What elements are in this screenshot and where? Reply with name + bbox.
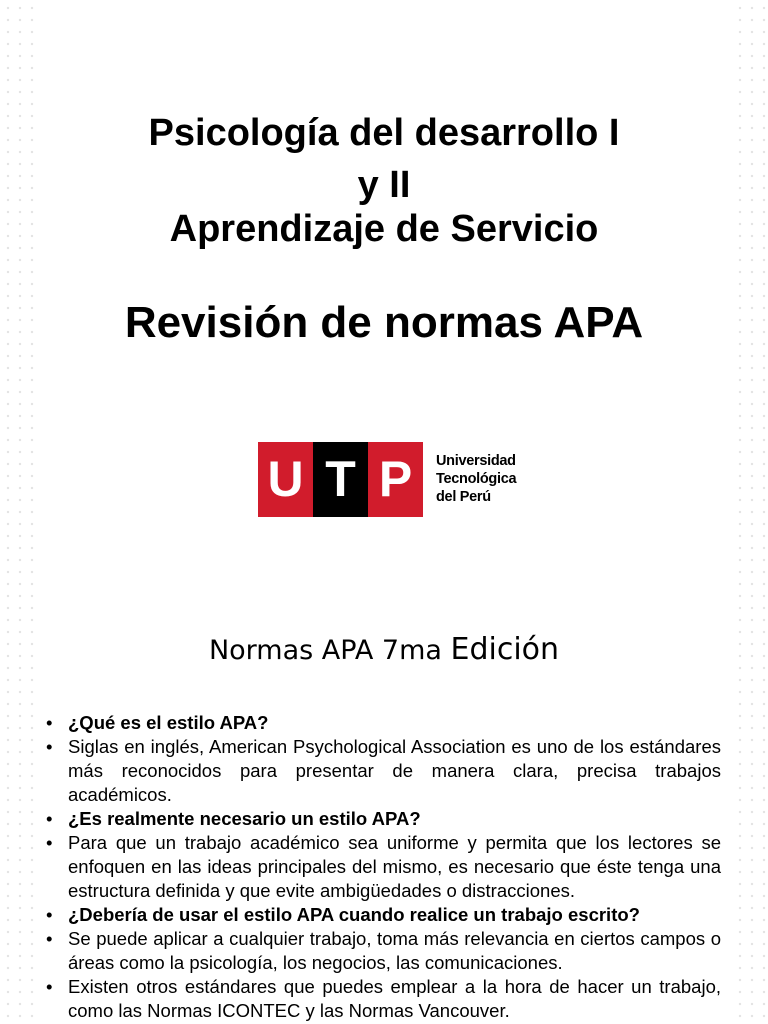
- subtitle-part2: Edición: [450, 632, 560, 667]
- list-item: [46, 831, 721, 903]
- bullet-list: [46, 711, 721, 1023]
- list-item: [46, 975, 721, 1023]
- list-item: [46, 735, 721, 807]
- bullet-text: Existen otros estándares que puedes emplear a la hora de hacer un trabajo, como las Normas ICONTEC y las Normas Vancouver.: [68, 976, 721, 1021]
- bullet-text: Siglas en inglés, American Psychological Association es uno de los estándares más reconocidos para presentar de manera clara, precisa trabajos académicos.: [68, 736, 721, 805]
- subtitle-part1: Normas APA 7ma: [208, 635, 451, 666]
- bullet-icon: •: [46, 832, 53, 853]
- logo-university-name: [436, 452, 516, 506]
- list-item: [46, 807, 721, 831]
- logo-name-line2: Tecnológica: [436, 471, 517, 487]
- bullet-text: Se puede aplicar a cualquier trabajo, toma más relevancia en ciertos campos o áreas como la psicología, los negocios, las comunicaciones.: [68, 928, 721, 973]
- logo-name-line3: del Perú: [436, 489, 491, 505]
- course-title-line1: Psicología del desarrollo I: [148, 112, 620, 154]
- utp-logo: [258, 442, 520, 517]
- bullet-text: ¿Debería de usar el estilo APA cuando realice un trabajo escrito?: [68, 904, 640, 925]
- bullet-icon: •: [46, 712, 53, 733]
- bullet-icon: •: [46, 808, 53, 829]
- logo-letter-u: U: [258, 442, 313, 517]
- logo-letter-t: T: [313, 442, 368, 517]
- logo-letter-p: P: [368, 442, 423, 517]
- course-title-line3: Aprendizaje de Servicio: [169, 208, 599, 250]
- main-title: Revisión de normas APA: [124, 298, 644, 347]
- course-title-line2: y II: [357, 164, 411, 206]
- logo-divider: [423, 442, 428, 517]
- list-item: [46, 927, 721, 975]
- list-item: [46, 903, 721, 927]
- bullet-text: ¿Es realmente necesario un estilo APA?: [68, 808, 421, 829]
- bullet-icon: •: [46, 976, 53, 997]
- bullet-icon: •: [46, 736, 53, 757]
- logo-name-line1: Universidad: [436, 453, 516, 469]
- bullet-text: Para que un trabajo académico sea uniforme y permita que los lectores se enfoquen en las ideas principales del mismo, es necesario que éste tenga una estructura definida y que evite ambigüedades o distracciones.: [68, 832, 721, 901]
- subtitle: [34, 628, 734, 673]
- bullet-text: ¿Qué es el estilo APA?: [68, 712, 269, 733]
- list-item: [46, 711, 721, 735]
- bullet-icon: •: [46, 928, 53, 949]
- bullet-icon: •: [46, 904, 53, 925]
